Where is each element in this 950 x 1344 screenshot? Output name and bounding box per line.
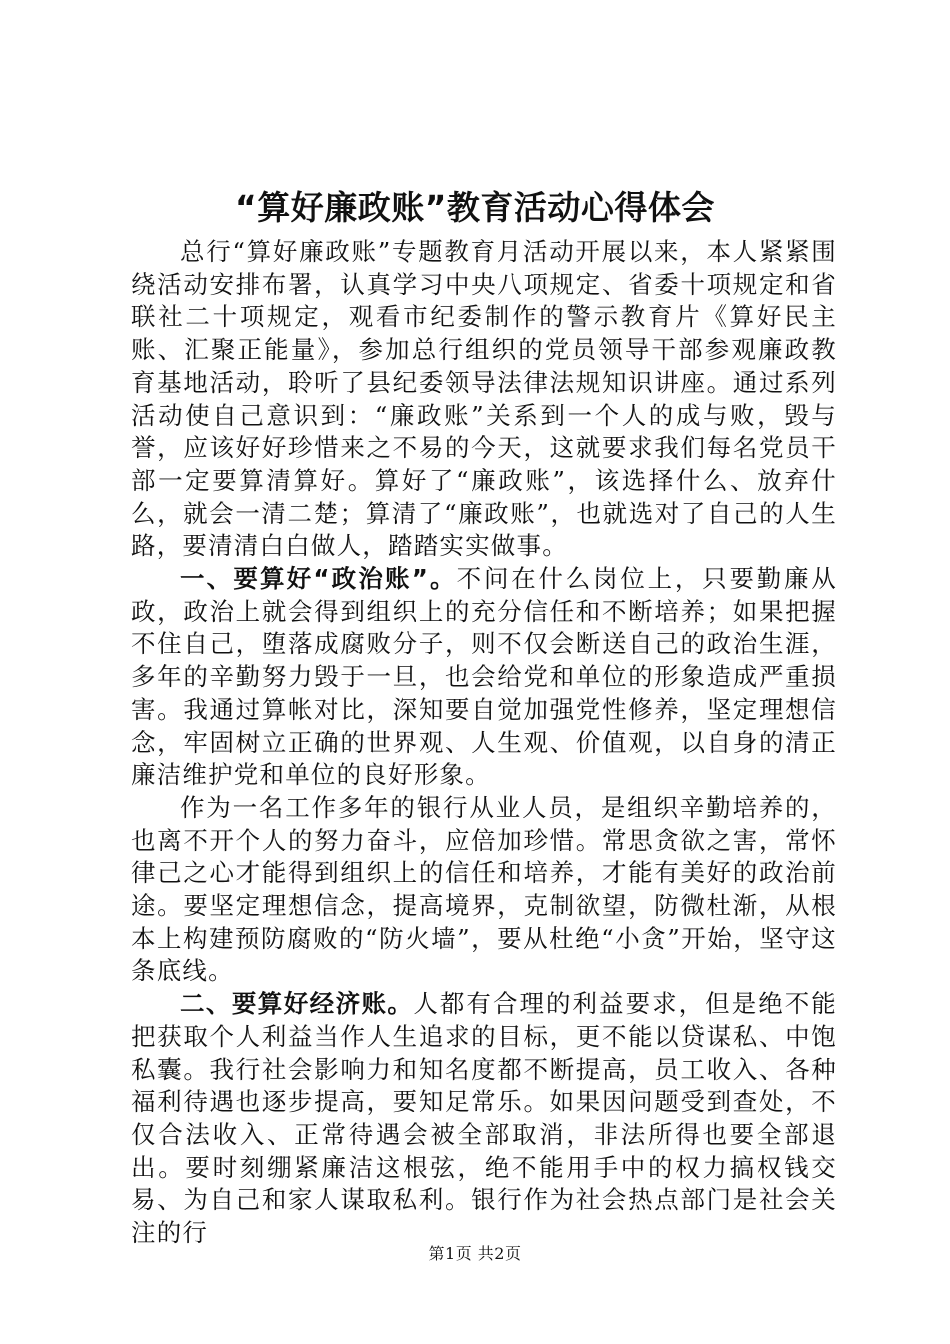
section-two-paragraph [131,988,837,1250]
paragraph-text: 作为一名工作多年的银行从业人员，是组织辛勤培养的，也离不开个人的努力奋斗，应倍加珍惜。常思贪欲之害，常怀律己之心才能得到组织上的信任和培养，才能有美好的政治前途。要坚定理想信念，提高境界，克制欲望，防微杜渐，从根本上构建预防腐败的“防火墙”，要从杜绝“小贪”开始，坚守这条底线。 [131,792,837,986]
document-body [131,236,837,1250]
paragraph-text: 人都有合理的利益要求，但是绝不能把获取个人利益当作人生追求的目标，更不能以贷谋私、中饱私囊。我行社会影响力和知名度都不断提高，员工收入、各种福利待遇也逐步提高，要知足常乐。如果因问题受到查处，不仅合法收入、正常待遇会被全部取消，非法所得也要全部退出。要时刻绷紧廉洁这根弦，绝不能用手中的权力搞权钱交易、为自己和家人谋取私利。银行作为社会热点部门是社会关注的行 [131,989,837,1248]
page-number-footer: 第1页 共2页 [428,1244,522,1263]
section-heading: 二、要算好经济账。 [180,989,414,1019]
paragraph-text: 总行“算好廉政账”专题教育月活动开展以来，本人紧紧围绕活动安排布署，认真学习中央八项规定、省委十项规定和省联社二十项规定，观看市纪委制作的警示教育片《算好民主账、汇聚正能量》，参加总行组织的党员领导干部参观廉政教育基地活动，聆听了县纪委领导法律法规知识讲座。通过系列活动使自己意识到：“廉政账”关系到一个人的成与败，毁与誉，应该好好珍惜来之不易的今天，这就要求我们每名党员干部一定要算清算好。算好了“廉政账”，该选择什么、放弃什么，就会一清二楚；算清了“廉政账”，也就选对了自己的人生路，要清清白白做人，踏踏实实做事。 [131,237,837,561]
section-heading: 一、要算好“政治账”。 [180,564,457,594]
section-one-paragraph [131,563,837,792]
intro-paragraph [131,236,837,563]
document-title: “算好廉政账”教育活动心得体会 [235,188,715,227]
paragraph-text: 不问在什么岗位上，只要勤廉从政，政治上就会得到组织上的充分信任和不断培养；如果把握不住自己，堕落成腐败分子，则不仅会断送自己的政治生涯，多年的辛勤努力毁于一旦，也会给党和单位的形象造成严重损害。我通过算帐对比，深知要自觉加强党性修养，坚定理想信念，牢固树立正确的世界观、人生观、价值观，以自身的清正廉洁维护党和单位的良好形象。 [131,564,837,790]
body-paragraph [131,792,837,988]
